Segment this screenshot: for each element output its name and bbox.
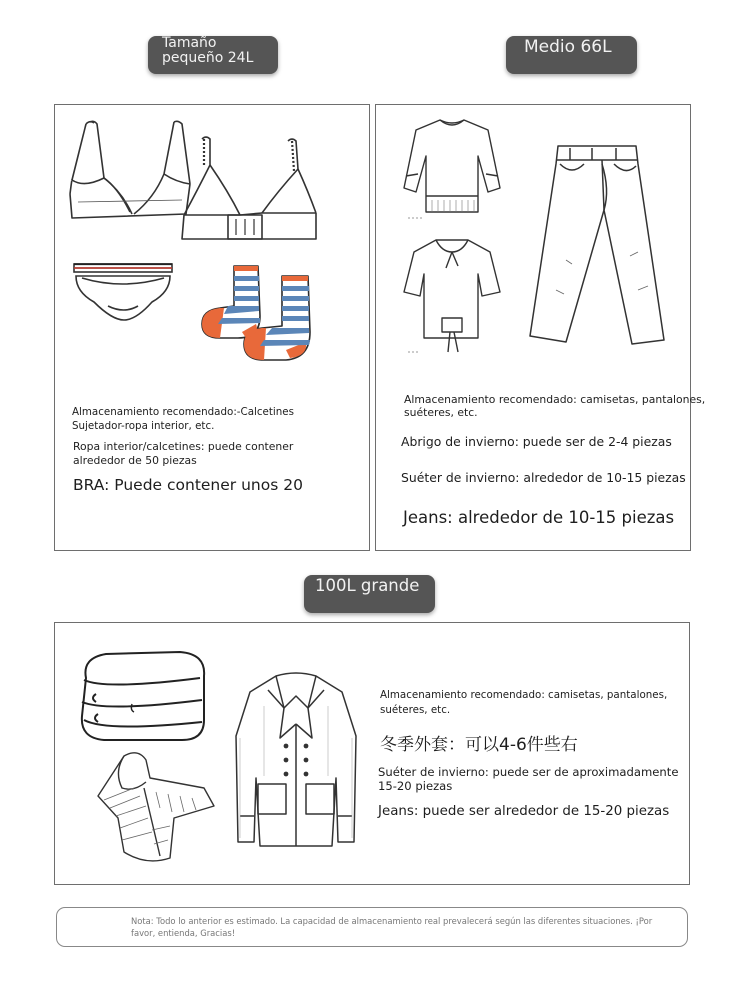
blanket-icon [76,650,210,742]
large-coat-text: 冬季外套：可以4-6件些右 [380,735,578,755]
badge-large-label: 100L grande [315,576,420,595]
badge-medium-66l [506,36,637,74]
underwear-icon [72,262,174,324]
disclaimer-note-box [56,907,688,947]
medium-storage-text: Almacenamiento recomendado: camisetas, pantalones, suéteres, etc. [404,393,706,419]
sweater-icon [402,114,504,226]
badge-small-24l [148,36,278,74]
blouse-icon [402,234,502,358]
badge-large-100l [304,575,435,613]
winter-coat-icon [234,666,358,850]
small-underwear-text: Ropa interior/calcetines: puede contener alrededor de 50 piezas [73,440,294,467]
medium-coat-text: Abrigo de invierno: puede ser de 2-4 piezas [401,434,672,449]
medium-jeans-text: Jeans: alrededor de 10-15 piezas [403,508,675,527]
medium-sweater-text: Suéter de invierno: alrededor de 10-15 piezas [401,470,686,485]
socks-icon [198,262,324,366]
jeans-icon [526,140,666,346]
hoodie-icon [94,748,218,868]
badge-small-line2: pequeño 24L [162,50,254,66]
large-sweater-text: Suéter de invierno: puede ser de aproximadamente 15-20 piezas [378,765,679,793]
bra-icon [180,135,320,245]
bra-icon [64,118,194,228]
badge-small-line1: Tamaño [162,35,217,51]
disclaimer-note-text: Nota: Todo lo anterior es estimado. La capacidad de almacenamiento real prevalecerá según las diferentes situaciones. ¡Por favor, entienda, Gracias! [131,916,653,938]
large-storage-text: Almacenamiento recomendado: camisetas, pantalones, suéteres, etc. [380,689,668,716]
small-bra-text: BRA: Puede contener unos 20 [73,476,303,494]
small-storage-text: Almacenamiento recomendado:-Calcetines Sujetador-ropa interior, etc. [72,406,294,432]
badge-medium-label: Medio 66L [524,37,612,57]
large-jeans-text: Jeans: puede ser alrededor de 15-20 piezas [378,804,670,819]
